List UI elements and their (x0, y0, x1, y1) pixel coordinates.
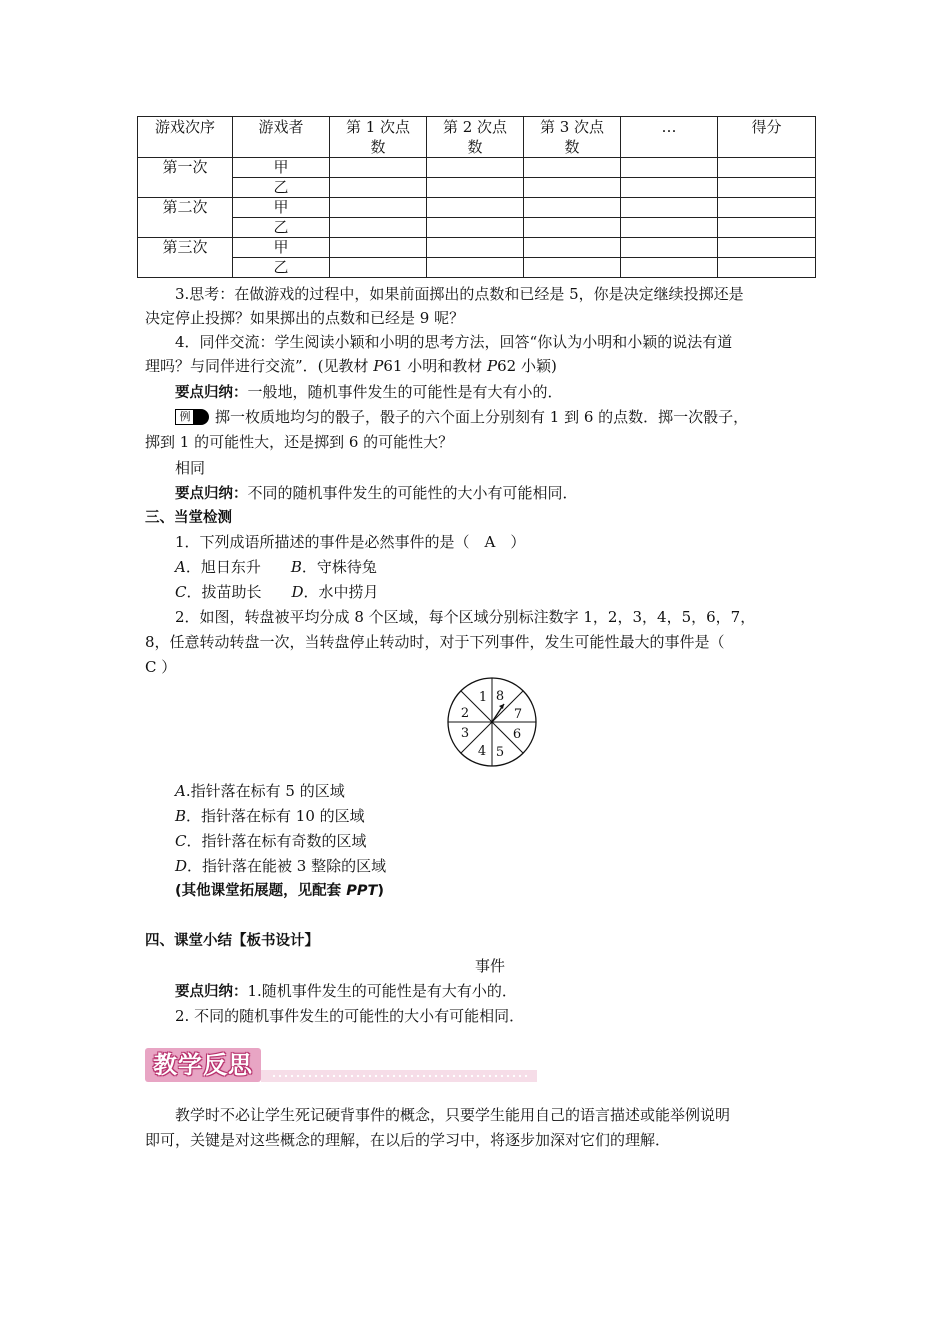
spinner-number: 4 (477, 744, 487, 759)
spinner-number: 8 (495, 689, 505, 704)
table-header-cell: 得分 (718, 117, 816, 158)
empty-cell (427, 258, 524, 278)
round-label-cell: 第一次 (138, 158, 233, 198)
question-2-option-b: B．指针落在标有 10 的区域 (175, 807, 365, 825)
player-cell: 甲 (233, 238, 330, 258)
banner-dots (271, 1074, 531, 1078)
spinner-number: 7 (513, 707, 523, 722)
key-point-2: 要点归纳：不同的随机事件发生的可能性的大小有可能相同． (175, 484, 578, 502)
round-label-cell: 第二次 (138, 198, 233, 238)
empty-cell (524, 258, 621, 278)
empty-cell (330, 178, 427, 198)
question-1-options-ab: A．旭日东升 B．守株待兔 (175, 558, 377, 576)
empty-cell (524, 238, 621, 258)
empty-cell (427, 158, 524, 178)
exchange-line-2: 理吗？与同伴进行交流”．(见教材 P61 小明和教材 P62 小颖) (145, 357, 557, 375)
key-point-1: 要点归纳：一般地，随机事件发生的可能性是有大有小的． (175, 383, 563, 401)
spinner-number: 2 (460, 706, 470, 721)
question-2-line-2: 8，任意转动转盘一次，当转盘停止转动时，对于下列事件，发生可能性最大的事件是（ (145, 633, 725, 651)
reflection-text-line-2: 即可，关键是对这些概念的理解，在以后的学习中，将逐步加深对它们的理解． (145, 1131, 671, 1149)
spinner-number: 5 (495, 745, 505, 760)
empty-cell (524, 158, 621, 178)
think-question-line-1: 3.思考：在做游戏的过程中，如果前面掷出的点数和已经是 5，你是决定继续投掷还是 (175, 285, 744, 303)
table-row (138, 238, 816, 258)
question-2-option-d: D．指针落在能被 3 整除的区域 (175, 857, 387, 875)
table-header-cell: 第 3 次点 数 (524, 117, 621, 158)
empty-cell (330, 158, 427, 178)
think-question-line-2: 决定停止投掷？如果掷出的点数和已经是 9 呢？ (145, 309, 465, 327)
question-1: 1．下列成语所描述的事件是必然事件的是（ A ） (175, 533, 526, 551)
example-tag-icon: 例 (175, 409, 209, 424)
section-3-heading: 三、当堂检测 (145, 510, 232, 526)
table-row (138, 158, 816, 178)
empty-cell (621, 198, 718, 218)
extension-note: (其他课堂拓展题，见配套 PPT) (175, 883, 384, 899)
empty-cell (524, 178, 621, 198)
empty-cell (718, 178, 816, 198)
section-4-heading: 四、课堂小结【板书设计】 (145, 933, 319, 949)
table-row (138, 178, 816, 198)
table-header-cell: 第 2 次点 数 (427, 117, 524, 158)
board-title: 事件 (474, 957, 505, 975)
reflection-text-line-1: 教学时不必让学生死记硬背事件的概念，只要学生能用自己的语言描述或能举例说明 (175, 1106, 731, 1124)
example-line-1: 例 掷一枚质地均匀的骰子，骰子的六个面上分别刻有 1 到 6 的点数．掷一次骰子， (145, 406, 845, 429)
table-header-row (138, 117, 816, 158)
table-header-cell: 游戏者 (233, 117, 330, 158)
empty-cell (718, 238, 816, 258)
table-header-cell: 游戏次序 (138, 117, 233, 158)
spinner-number: 1 (478, 690, 488, 705)
round-label-cell: 第三次 (138, 238, 233, 278)
empty-cell (427, 238, 524, 258)
game-record-table (137, 116, 816, 278)
empty-cell (621, 218, 718, 238)
table-header-cell: 第 1 次点 数 (330, 117, 427, 158)
table-row (138, 258, 816, 278)
empty-cell (330, 258, 427, 278)
reflection-banner-title: 教学反思 (145, 1048, 261, 1082)
empty-cell (621, 238, 718, 258)
question-2-option-c: C．指针落在标有奇数的区域 (175, 832, 367, 850)
spinner-figure (446, 676, 538, 768)
summary-key-point-2: 2. 不同的随机事件发生的可能性的大小有可能相同． (175, 1007, 525, 1025)
table-row (138, 198, 816, 218)
empty-cell (330, 238, 427, 258)
empty-cell (427, 178, 524, 198)
summary-key-point-1: 要点归纳：1.随机事件发生的可能性是有大有小的． (175, 982, 517, 1000)
spinner-number: 6 (512, 727, 522, 742)
empty-cell (718, 218, 816, 238)
empty-cell (718, 198, 816, 218)
question-1-options-cd: C．拔苗助长 D．水中捞月 (175, 583, 379, 601)
player-cell: 乙 (233, 178, 330, 198)
empty-cell (718, 158, 816, 178)
empty-cell (524, 198, 621, 218)
spinner-number: 3 (460, 726, 470, 741)
empty-cell (427, 198, 524, 218)
player-cell: 甲 (233, 158, 330, 178)
empty-cell (718, 258, 816, 278)
empty-cell (621, 258, 718, 278)
example-line-2: 掷到 1 的可能性大，还是掷到 6 的可能性大？ (145, 433, 454, 451)
empty-cell (621, 158, 718, 178)
player-cell: 乙 (233, 258, 330, 278)
table-row (138, 218, 816, 238)
empty-cell (621, 178, 718, 198)
table-header-cell: … (621, 117, 718, 158)
reflection-banner (145, 1046, 537, 1086)
example-answer: 相同 (175, 459, 206, 477)
question-2-answer: C ） (145, 658, 177, 676)
player-cell: 乙 (233, 218, 330, 238)
empty-cell (330, 198, 427, 218)
question-2-line-1: 2．如图，转盘被平均分成 8 个区域，每个区域分别标注数字 1，2，3，4，5，6，7， (175, 608, 756, 626)
question-2-option-a: A.指针落在标有 5 的区域 (175, 782, 345, 800)
player-cell: 甲 (233, 198, 330, 218)
empty-cell (330, 218, 427, 238)
empty-cell (524, 218, 621, 238)
exchange-line-1: 4．同伴交流：学生阅读小颖和小明的思考方法，回答“你认为小明和小颖的说法有道 (175, 333, 733, 351)
empty-cell (427, 218, 524, 238)
